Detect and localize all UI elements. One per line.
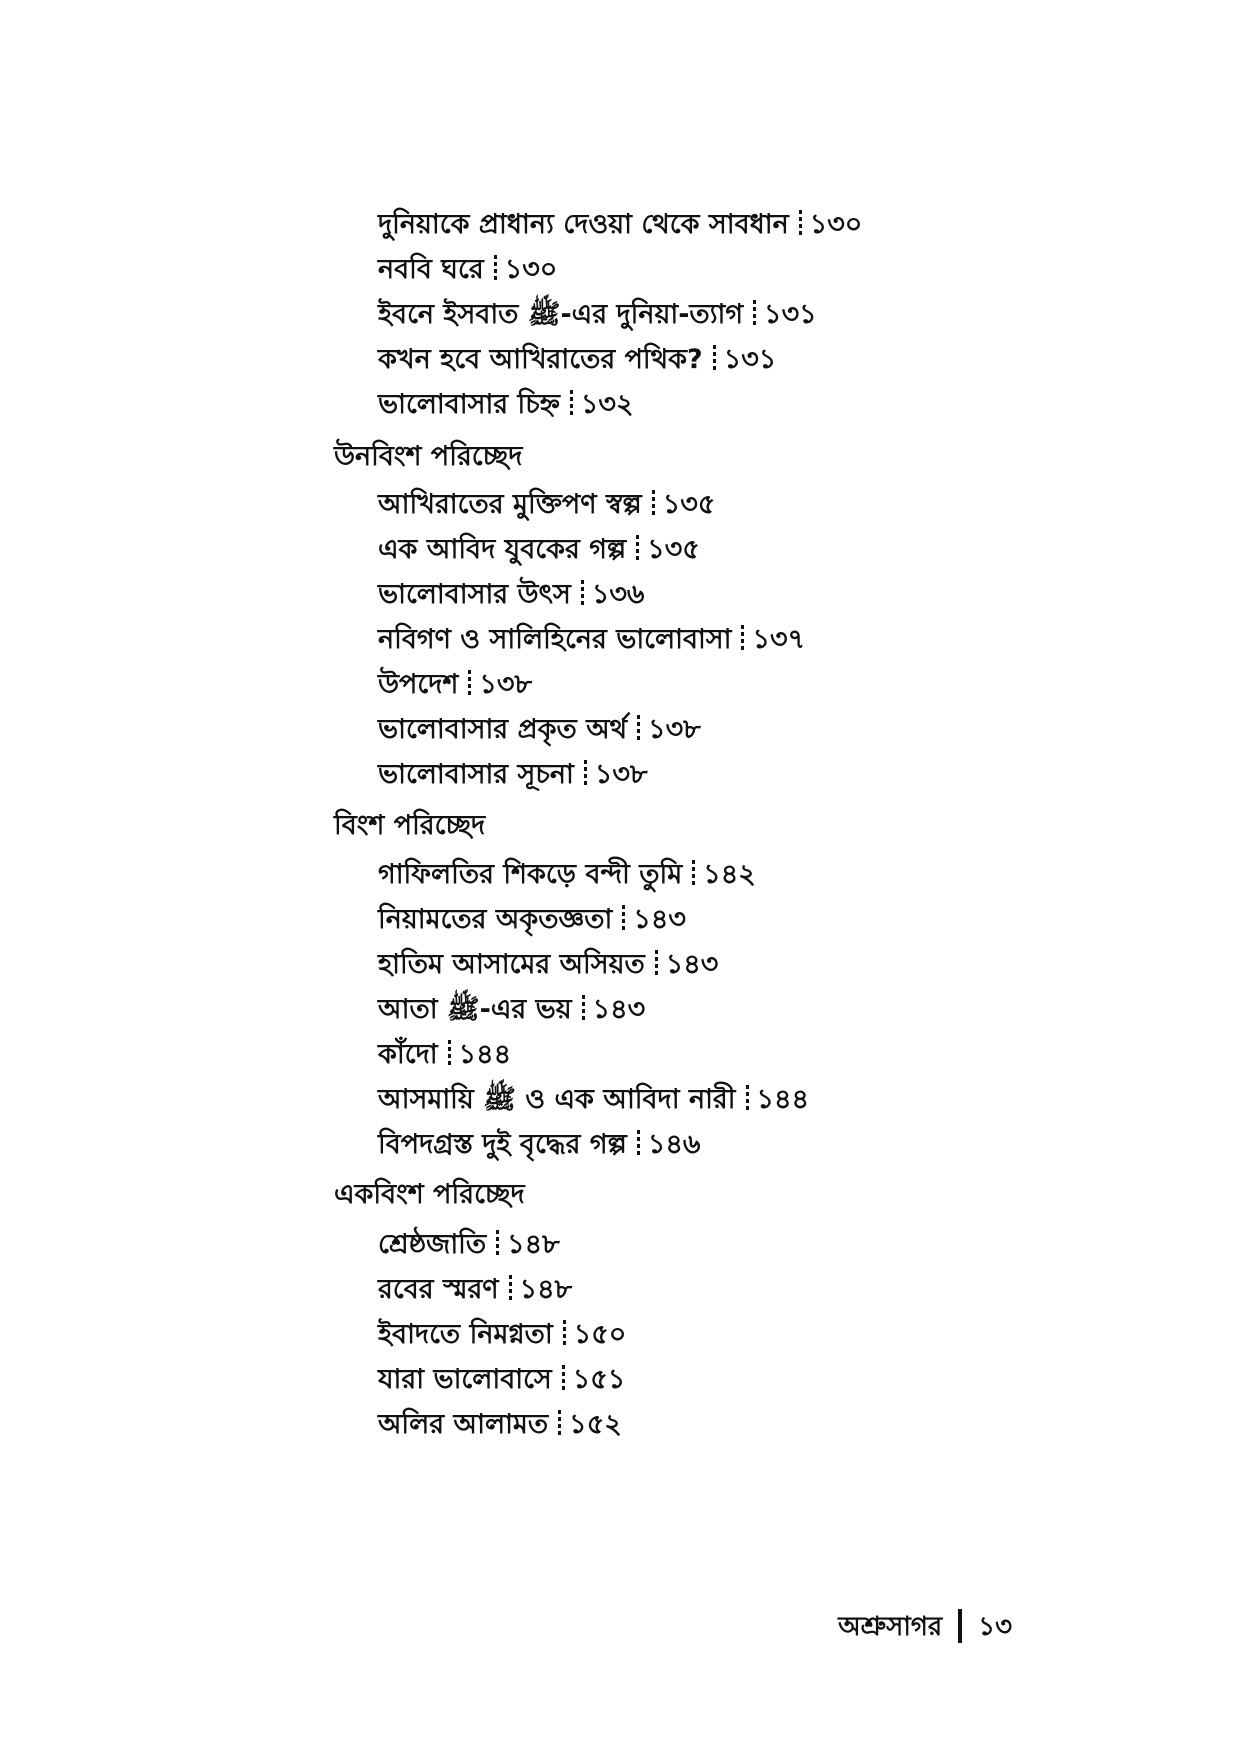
toc-entry <box>378 903 686 937</box>
toc-entry-title: কখন হবে আখিরাতের পথিক? <box>378 344 703 375</box>
toc-entry-title: বিপদগ্রস্ত দুই বৃদ্ধের গল্প <box>378 1129 627 1160</box>
toc-entry <box>378 1083 809 1117</box>
toc-entry-title: আতা ﷺ-এর ভয় <box>378 994 572 1025</box>
toc-entry <box>378 993 645 1027</box>
toc-entry-page: ১৩৭ <box>752 624 806 655</box>
toc-entry-title: নিয়ামতের অকৃতজ্ঞতা <box>378 904 613 935</box>
toc-entry-page: ১৩০ <box>809 209 863 240</box>
toc-entry-title: নবিগণ ও সালিহিনের ভালোবাসা <box>378 624 732 655</box>
toc-entry <box>378 1318 626 1352</box>
dotted-separator <box>496 1230 499 1258</box>
dotted-separator <box>448 1040 451 1068</box>
toc-entry <box>378 1128 700 1162</box>
dotted-separator <box>655 950 658 978</box>
dotted-separator <box>584 760 587 788</box>
toc-entry-page: ১৩০ <box>504 254 558 285</box>
footer-divider <box>958 1609 962 1643</box>
toc-entry-page: ১৩৫ <box>662 489 716 520</box>
toc-entry-title: ইবনে ইসবাত ﷺ-এর দুনিয়া-ত্যাগ <box>378 299 744 330</box>
dotted-separator <box>468 670 471 698</box>
toc-entry <box>378 1228 560 1262</box>
dotted-separator <box>558 1410 561 1438</box>
toc-entry-page: ১৪৩ <box>633 904 686 935</box>
dotted-separator <box>652 490 655 518</box>
toc-entry-page: ১৩১ <box>764 299 817 330</box>
toc-entry-page: ১৪৩ <box>665 949 719 980</box>
toc-entry-page: ১৫০ <box>573 1319 627 1350</box>
toc-entry-page: ১৩৮ <box>594 759 648 790</box>
toc-entry <box>378 948 718 982</box>
toc-entry-page: ১৩৬ <box>591 579 645 610</box>
section-heading: উনবিংশ পরিচ্ছেদ <box>334 441 523 472</box>
page-number: ১৩ <box>978 1612 1012 1642</box>
toc-entry-page: ১৪৮ <box>507 1229 560 1260</box>
toc-entry <box>378 208 862 242</box>
toc-entry-page: ১৩১ <box>723 344 777 375</box>
toc-entry <box>378 858 756 892</box>
toc-entry-page: ১৩৮ <box>479 669 532 700</box>
toc-entry-page: ১৫১ <box>572 1364 626 1395</box>
dotted-separator <box>637 1130 640 1158</box>
toc-entry-page: ১৪৪ <box>458 1039 512 1070</box>
toc-entry <box>378 298 817 332</box>
toc-entry-title: গাফিলতির শিকড়ে বন্দী তুমি <box>378 859 683 890</box>
toc-entry-page: ১৪২ <box>703 859 756 890</box>
toc-entry-title: কাঁদো <box>378 1039 438 1070</box>
toc-entry <box>378 388 634 422</box>
toc-entry <box>378 578 644 612</box>
toc-entry <box>378 668 532 702</box>
toc-entry-title: হাতিম আসামের অসিয়ত <box>378 949 645 980</box>
dotted-separator <box>563 1320 566 1348</box>
dotted-separator <box>692 860 695 888</box>
section-heading: বিংশ পরিচ্ছেদ <box>334 810 486 841</box>
toc-entry-page: ১৩২ <box>580 389 634 420</box>
dotted-separator <box>741 625 744 653</box>
toc-entry-page: ১৩৮ <box>648 714 701 745</box>
toc-entry-page: ১৪৮ <box>519 1274 573 1305</box>
dotted-separator <box>562 1365 565 1393</box>
toc-entry-title: ইবাদতে নিমগ্নতা <box>378 1319 553 1350</box>
toc-entry <box>378 343 776 377</box>
toc-entry-title: অলির আলামত <box>378 1409 549 1440</box>
dotted-separator <box>494 255 497 283</box>
toc-entry <box>378 758 647 792</box>
toc-entry <box>378 713 701 747</box>
toc-entry-page: ১৪৬ <box>647 1129 701 1160</box>
dotted-separator <box>581 580 584 608</box>
toc-entry <box>378 533 700 567</box>
running-title: অশ্রুসাগর <box>838 1612 943 1642</box>
dotted-separator <box>570 390 573 418</box>
dotted-separator <box>622 905 625 933</box>
section-heading: একবিংশ পরিচ্ছেদ <box>334 1179 525 1210</box>
toc-entry-title: নববি ঘরে <box>378 254 484 285</box>
toc-entry <box>378 623 805 657</box>
toc-entry-title: যারা ভালোবাসে <box>378 1364 552 1395</box>
toc-entry-title: ভালোবাসার উৎস <box>378 579 571 610</box>
page-footer <box>838 1606 1012 1650</box>
toc-entry-title: এক আবিদ যুবকের গল্প <box>378 534 627 565</box>
dotted-separator <box>582 995 585 1023</box>
dotted-separator <box>746 1085 749 1113</box>
toc-entry <box>378 253 557 287</box>
toc-entry-title: ভালোবাসার সূচনা <box>378 759 574 790</box>
dotted-separator <box>637 715 640 743</box>
toc-entry-page: ১৫২ <box>569 1409 622 1440</box>
toc-entry-page: ১৪৩ <box>592 994 646 1025</box>
toc-entry <box>378 1273 572 1307</box>
toc-entry-title: উপদেশ <box>378 669 459 700</box>
dotted-separator <box>509 1275 512 1303</box>
toc-entry-title: আসমায়ি ﷺ ও এক আবিদা নারী <box>378 1084 736 1115</box>
toc-entry-title: ভালোবাসার প্রকৃত অর্থ <box>378 714 628 745</box>
toc-entry <box>378 1408 622 1442</box>
toc-entry <box>378 488 715 522</box>
toc-entry-title: ভালোবাসার চিহ্ন <box>378 389 560 420</box>
dotted-separator <box>799 210 802 238</box>
toc-entry-title: রবের স্মরণ <box>378 1274 499 1305</box>
toc-entry-page: ১৩৫ <box>647 534 700 565</box>
dotted-separator <box>753 300 756 328</box>
toc-entry-title: দুনিয়াকে প্রাধান্য দেওয়া থেকে সাবধান <box>378 209 789 240</box>
toc-entry <box>378 1038 511 1072</box>
dotted-separator <box>636 535 639 563</box>
toc-entry-title: আখিরাতের মুক্তিপণ স্বল্প <box>378 489 642 520</box>
toc-entry-title: শ্রেষ্ঠজাতি <box>378 1229 487 1260</box>
dotted-separator <box>713 345 716 373</box>
toc-entry-page: ১৪৪ <box>756 1084 810 1115</box>
toc-entry <box>378 1363 625 1397</box>
